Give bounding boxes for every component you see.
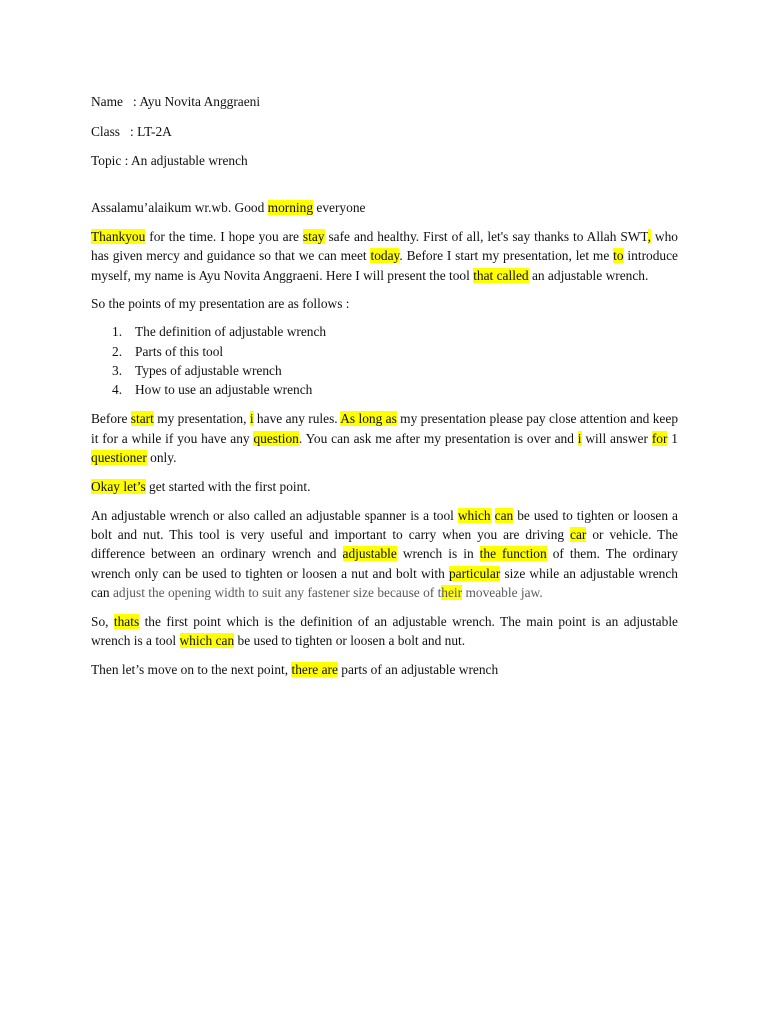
highlight: questioner — [91, 449, 147, 465]
list-item: 2. Parts of this tool — [112, 343, 224, 359]
highlight: start — [130, 411, 154, 427]
points-list — [91, 322, 678, 400]
highlight: adjustable — [342, 546, 397, 562]
highlight: heir — [441, 585, 463, 601]
highlight: Thankyou — [91, 228, 146, 244]
topic-line: Topic : An adjustable wrench — [91, 153, 248, 168]
highlight: i — [577, 430, 582, 446]
highlight: which can — [179, 633, 235, 649]
highlight: car — [570, 526, 587, 542]
highlight: to — [613, 248, 624, 264]
highlight: today — [370, 248, 400, 264]
highlight: particular — [448, 565, 501, 581]
points-intro: So the points of my presentation are as follows : — [91, 296, 350, 312]
highlight: morning — [267, 200, 314, 215]
next-paragraph: Then let’s move on to the next point, there are parts of an adjustable wrench — [91, 662, 499, 678]
highlight: there are — [291, 662, 338, 678]
highlight: Okay let’s — [91, 478, 146, 494]
summary-paragraph: So, thats the first point which is the definition of an adjustable wrench. The main point is an adjustable wrench is a tool which can be used to tighten or loosen a bolt and nut. — [91, 613, 678, 649]
class-line: Class : LT-2A — [91, 123, 172, 139]
highlight: can — [494, 507, 514, 523]
highlight: that called — [473, 267, 529, 283]
highlight: the function — [479, 546, 547, 562]
start-paragraph: Okay let’s get started with the first point. — [91, 478, 311, 494]
greeting-paragraph: Assalamu’alaikum wr.wb. Good morning everyone — [91, 200, 366, 215]
highlight: which — [457, 507, 491, 523]
highlight: As long as — [340, 411, 397, 427]
highlight: thats — [113, 613, 140, 629]
highlight: stay — [302, 228, 325, 244]
rules-paragraph: Before start my presentation, i have any rules. As long as my presentation please pay close attention and keep it for a while if you have any question. You can ask me after my presentation is over and i will answer for 1 questioner only. — [91, 411, 679, 465]
list-item: 4. How to use an adjustable wrench — [112, 382, 313, 398]
definition-paragraph: An adjustable wrench or also called an adjustable spanner is a tool which can be used to tighten or loosen a bolt and nut. This tool is very useful and important to carry when you are driving car or vehicle. The difference between an ordinary wrench and adjustable wrench is in the function of them. The ordinary wrench only can be used to tighten or loosen a nut and bolt with particular size while an adjustable wrench can adjust the opening width to suit any fastener size because of their moveable jaw. — [91, 507, 679, 601]
intro-paragraph: Thankyou for the time. I hope you are stay safe and healthy. First of all, let's say thanks to Allah SWT, who has given mercy and guidance so that we can meet today. Before I start my presentation, let me to introduce myself, my name is Ayu Novita Anggraeni. Here I will present the tool that called an adjustable wrench. — [91, 228, 679, 283]
list-item: 3. Types of adjustable wrench — [112, 362, 282, 378]
highlight: question — [253, 430, 299, 446]
highlight: i — [249, 411, 254, 427]
highlight: for — [651, 430, 668, 446]
document-body — [91, 92, 678, 689]
name-line: Name : Ayu Novita Anggraeni — [91, 94, 261, 109]
highlight: , — [647, 228, 651, 244]
list-item: 1. The definition of adjustable wrench — [112, 324, 327, 340]
